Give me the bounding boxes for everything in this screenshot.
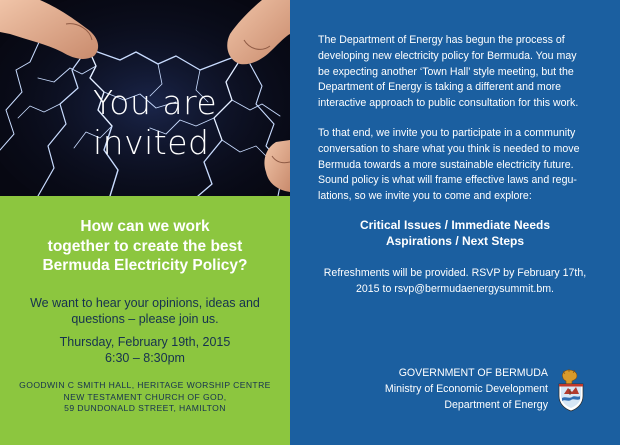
title-line-1: You are <box>93 83 218 122</box>
event-date: Thursday, February 19th, 2015 <box>59 335 231 349</box>
question-line-3: Bermuda Electricity Policy? <box>42 257 248 274</box>
you-are-invited-title <box>93 83 217 163</box>
hero-image <box>0 0 290 196</box>
government-line-2: Ministry of Economic Development <box>384 382 548 395</box>
topics-line-1: Critical Issues / Immediate Needs <box>359 218 551 232</box>
invitation-line-4: Sound policy is what will frame effective laws and regu- <box>318 174 577 187</box>
intro-line-2: developing new electricity policy for Bermuda. You may <box>318 49 577 62</box>
invitation-line-2: conversation to share what you think is needed to move <box>318 142 580 155</box>
venue-line-3: 59 DUNDONALD STREET, HAMILTON <box>64 403 226 413</box>
rsvp-note <box>290 266 620 298</box>
question-line-1: How can we work <box>80 218 210 235</box>
intro-line-5: interactive approach to public consultation for this work. <box>318 97 579 110</box>
invitation-line-1: To that end, we invite you to participate in a community <box>318 127 576 139</box>
question-line-2: together to create the best <box>47 237 243 255</box>
invitation-line-5: lations, so we invite you to come and explore: <box>318 190 532 203</box>
topics-headline <box>290 217 620 249</box>
bermuda-coat-of-arms-icon <box>555 368 587 412</box>
topics-line-2: Aspirations / Next Steps <box>385 234 525 248</box>
event-datetime <box>0 334 290 366</box>
government-signature <box>385 366 548 413</box>
venue-line-2: NEW TESTAMENT CHURCH OF GOD, <box>63 391 227 402</box>
invitation-line-3: Bermuda towards a more sustainable electricity future. <box>318 158 574 171</box>
title-line-2: invited <box>93 123 210 162</box>
rsvp-line-2: 2015 to rsvp@bermudaenergysummit.bm. <box>356 282 554 295</box>
join-line-2: questions – please join us. <box>71 312 219 326</box>
intro-paragraph <box>318 33 608 112</box>
event-details-panel <box>0 196 290 445</box>
government-line-3: Department of Energy <box>444 398 548 411</box>
join-line-1: We want to hear your opinions, ideas and <box>30 296 260 310</box>
policy-info-panel <box>290 0 620 445</box>
join-message <box>0 295 290 327</box>
intro-line-3: be expecting another ‘Town Hall’ style meeting, but the <box>318 65 574 78</box>
government-line-1: GOVERNMENT OF BERMUDA <box>398 367 548 379</box>
intro-line-4: Department of Energy is taking a different and more <box>318 81 562 94</box>
event-time: 6:30 – 8:30pm <box>105 351 185 365</box>
question-heading <box>0 217 290 276</box>
venue-line-1: GOODWIN C SMITH HALL, HERITAGE WORSHIP CENTRE <box>19 380 271 390</box>
venue-address <box>0 380 290 415</box>
rsvp-line-1: Refreshments will be provided. RSVP by February 17th, <box>323 267 587 279</box>
intro-line-1: The Department of Energy has begun the process of <box>318 34 565 46</box>
invitation-paragraph <box>318 126 608 205</box>
